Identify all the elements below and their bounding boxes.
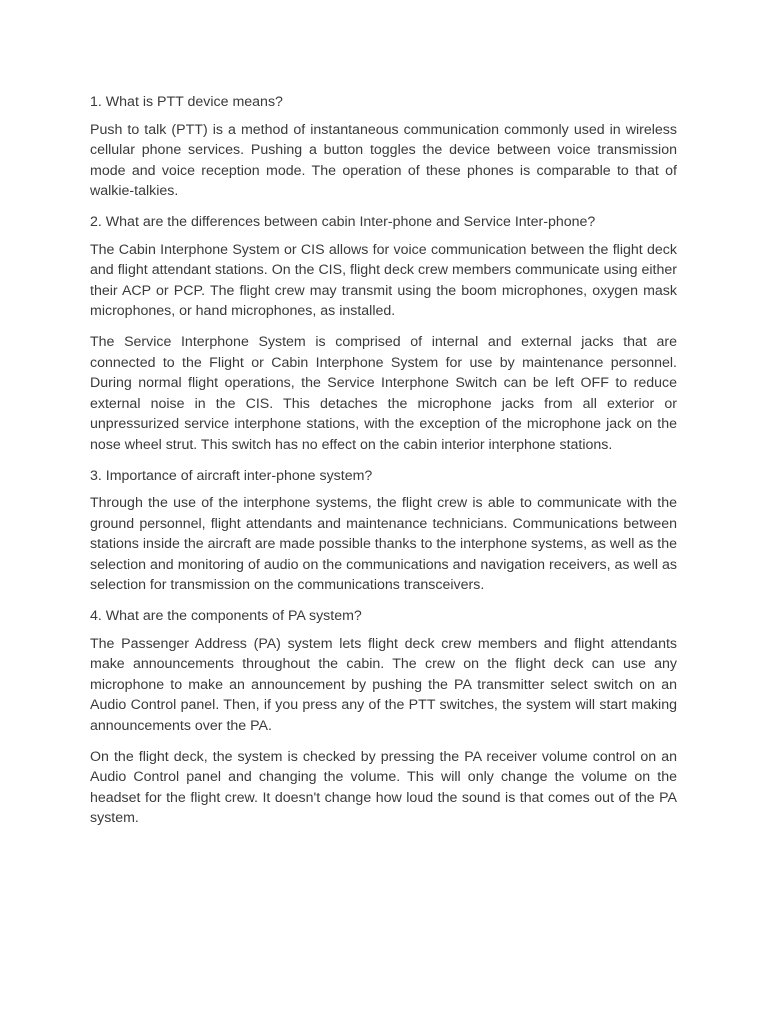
question-heading: 3. Importance of aircraft inter-phone system? bbox=[90, 467, 373, 484]
section-pa-components bbox=[90, 606, 677, 829]
question-heading: 4. What are the components of PA system? bbox=[90, 608, 362, 625]
answer-paragraph: The Service Interphone System is comprised of internal and external jacks that are connected to the Flight or Cabin Interphone System for use by maintenance personnel. During normal flight operations, the Service Interphone Switch can be left OFF to reduce external noise in the CIS. This detaches the microphone jacks from all exterior or unpressurized service interphone stations, with the exception of the microphone jack on the nose wheel strut. This switch has no effect on the cabin interior interphone stations. bbox=[90, 333, 677, 453]
answer-paragraph: The Cabin Interphone System or CIS allows for voice communication between the flight deck and flight attendant stations. On the CIS, flight deck crew members communicate using either their ACP or PCP. The flight crew may transmit using the boom microphones, oxygen mask microphones, or hand microphones, as installed. bbox=[90, 241, 677, 320]
section-ptt bbox=[90, 92, 677, 202]
section-interphone-differences bbox=[90, 212, 677, 456]
answer-paragraph: Push to talk (PTT) is a method of instantaneous communication commonly used in wireless cellular phone services. Pushing a button toggles the device between voice transmission mode and voice reception mode. The operation of these phones is comparable to that of walkie-talkies. bbox=[90, 121, 677, 200]
question-heading: 2. What are the differences between cabin Inter-phone and Service Inter-phone? bbox=[90, 213, 596, 230]
answer-paragraph: On the flight deck, the system is checked by pressing the PA receiver volume control on an Audio Control panel and changing the volume. This will only change the volume on the headset for the flight crew. It doesn't change how loud the sound is that comes out of the PA system. bbox=[90, 748, 677, 827]
answer-paragraph: Through the use of the interphone systems, the flight crew is able to communicate with the ground personnel, flight attendants and maintenance technicians. Communications between stations inside the aircraft are made possible thanks to the interphone systems, as well as the selection and monitoring of audio on the communications and navigation receivers, as well as selection for transmission on the communications transceivers. bbox=[90, 495, 677, 594]
document-page bbox=[90, 92, 677, 829]
answer-paragraph: The Passenger Address (PA) system lets flight deck crew members and flight attendants make announcements throughout the cabin. The crew on the flight deck can use any microphone to make an announcement by pushing the PA transmitter select switch on an Audio Control panel. Then, if you press any of the PTT switches, the system will start making announcements over the PA. bbox=[90, 635, 677, 735]
question-heading: 1. What is PTT device means? bbox=[90, 94, 283, 110]
section-interphone-importance bbox=[90, 466, 677, 597]
